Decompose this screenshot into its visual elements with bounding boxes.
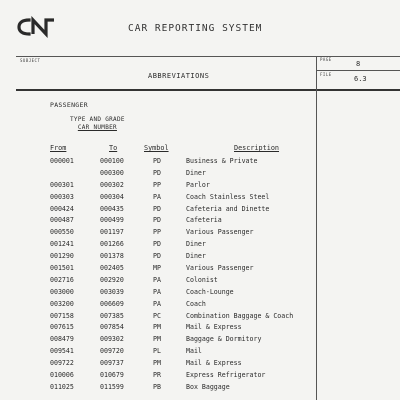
- header-bottom-rule: [16, 89, 400, 91]
- cell-from: 003000: [50, 287, 74, 296]
- cell-symbol: PD: [153, 240, 161, 249]
- cell-from: 001241: [50, 240, 74, 249]
- cell-symbol: PD: [153, 204, 161, 213]
- table-row: [0, 252, 400, 264]
- cell-description: Coach-Lounge: [186, 287, 234, 296]
- table-row: [0, 300, 400, 312]
- cell-from: 001501: [50, 264, 74, 273]
- cell-description: Box Baggage: [186, 382, 230, 391]
- type-grade-header: [70, 116, 125, 132]
- header-mid-rule: [316, 70, 400, 71]
- table-row: [0, 240, 400, 252]
- col-header-from: From: [50, 144, 67, 152]
- table-row: [0, 216, 400, 228]
- cell-description: Various Passenger: [186, 264, 254, 273]
- cell-description: Diner: [186, 168, 206, 177]
- cell-symbol: PB: [153, 382, 161, 391]
- cell-to: 006609: [100, 299, 124, 308]
- cell-description: Parlor: [186, 180, 210, 189]
- cell-from: 008479: [50, 335, 74, 344]
- cell-to: 009720: [100, 347, 124, 356]
- cell-description: Various Passenger: [186, 228, 254, 237]
- cell-symbol: PL: [153, 347, 161, 356]
- cell-from: 003200: [50, 299, 74, 308]
- cell-to: 000435: [100, 204, 124, 213]
- col-header-to: To: [109, 144, 118, 152]
- table-row: [0, 347, 400, 359]
- cell-from: 009541: [50, 347, 74, 356]
- cell-description: Business & Private: [186, 157, 258, 165]
- col-header-description: Description: [234, 144, 280, 152]
- cell-symbol: PA: [153, 299, 161, 308]
- cell-symbol: PM: [153, 335, 161, 344]
- cn-logo: [16, 16, 56, 38]
- cell-from: 010006: [50, 371, 74, 380]
- cell-symbol: PD: [153, 216, 161, 225]
- table-row: [0, 276, 400, 288]
- cell-to: 002920: [100, 275, 124, 284]
- cell-description: Diner: [186, 240, 206, 249]
- cell-to: 009737: [100, 359, 124, 368]
- cell-to: 000300: [100, 168, 124, 177]
- col-header-symbol: Symbol: [144, 144, 169, 152]
- cell-symbol: PD: [153, 252, 161, 261]
- cell-to: 000499: [100, 216, 124, 225]
- table-row: [0, 323, 400, 335]
- cell-from: 000487: [50, 216, 74, 225]
- cell-to: 009302: [100, 335, 124, 344]
- cell-from: 000001: [50, 157, 74, 165]
- cell-description: Colonist: [186, 275, 218, 284]
- cell-to: 000100: [100, 157, 124, 165]
- cell-description: Mail: [186, 347, 202, 356]
- cell-symbol: PA: [153, 287, 161, 296]
- cell-from: 007615: [50, 323, 74, 332]
- file-number: 6.3: [354, 75, 367, 83]
- system-title: CAR REPORTING SYSTEM: [128, 23, 263, 34]
- cell-from: 000303: [50, 192, 74, 201]
- cell-symbol: PP: [153, 180, 161, 189]
- cell-from: 002716: [50, 275, 74, 284]
- cell-to: 001197: [100, 228, 124, 237]
- cell-symbol: PA: [153, 192, 161, 201]
- file-label: FILE: [320, 72, 332, 77]
- cell-description: Express Refrigerator: [186, 371, 266, 380]
- cell-to: 007854: [100, 323, 124, 332]
- cell-from: 007158: [50, 311, 74, 320]
- cell-symbol: PC: [153, 311, 161, 320]
- subject-value: ABBREVIATIONS: [148, 72, 210, 80]
- cell-to: 000304: [100, 192, 124, 201]
- table-row: [0, 312, 400, 324]
- cell-to: 001266: [100, 240, 124, 249]
- header-top-rule: [16, 56, 400, 57]
- cell-description: Coach: [186, 299, 206, 308]
- table-row: [0, 193, 400, 205]
- cell-to: 001378: [100, 252, 124, 261]
- cell-to: 007385: [100, 311, 124, 320]
- cell-to: 010679: [100, 371, 124, 380]
- table-row: [0, 228, 400, 240]
- cell-description: Cafeteria: [186, 216, 222, 225]
- table-row: [0, 181, 400, 193]
- cell-symbol: PM: [153, 359, 161, 368]
- type-grade-line2: CAR NUMBER: [77, 124, 117, 131]
- cell-to: 011599: [100, 382, 124, 391]
- cell-symbol: PR: [153, 371, 161, 380]
- table-row: [0, 335, 400, 347]
- cell-symbol: PP: [153, 228, 161, 237]
- table-row: [0, 383, 400, 395]
- cell-from: 011025: [50, 382, 74, 391]
- cell-symbol: PA: [153, 275, 161, 284]
- table-row: [0, 169, 400, 181]
- cell-description: Cafeteria and Dinette: [186, 204, 270, 213]
- abbreviation-table: [0, 157, 400, 395]
- table-row: [0, 288, 400, 300]
- cell-to: 003039: [100, 287, 124, 296]
- cell-from: 000550: [50, 228, 74, 237]
- table-row: [0, 371, 400, 383]
- cell-description: Diner: [186, 252, 206, 261]
- section-title: PASSENGER: [50, 101, 88, 109]
- cell-symbol: MP: [153, 264, 161, 273]
- cell-symbol: PM: [153, 323, 161, 332]
- subject-label: SUBJECT: [20, 58, 41, 63]
- cell-symbol: PD: [153, 168, 161, 177]
- page-label: PAGE: [320, 57, 332, 62]
- cell-to: 000302: [100, 180, 124, 189]
- table-row: [0, 157, 400, 169]
- cell-from: 001290: [50, 252, 74, 261]
- cell-description: Baggage & Dormitory: [186, 335, 262, 344]
- cell-symbol: PD: [153, 157, 161, 165]
- cell-description: Mail & Express: [186, 323, 242, 332]
- cell-description: Coach Stainless Steel: [186, 192, 270, 201]
- table-row: [0, 264, 400, 276]
- type-grade-line1: TYPE AND GRADE: [70, 116, 125, 123]
- cell-from: 000424: [50, 204, 74, 213]
- page-number: 8: [356, 60, 361, 68]
- cell-from: 000301: [50, 180, 74, 189]
- cell-to: 002405: [100, 264, 124, 273]
- cell-from: 009722: [50, 359, 74, 368]
- cell-description: Combination Baggage & Coach: [186, 311, 294, 320]
- cell-description: Mail & Express: [186, 359, 242, 368]
- table-row: [0, 205, 400, 217]
- table-row: [0, 359, 400, 371]
